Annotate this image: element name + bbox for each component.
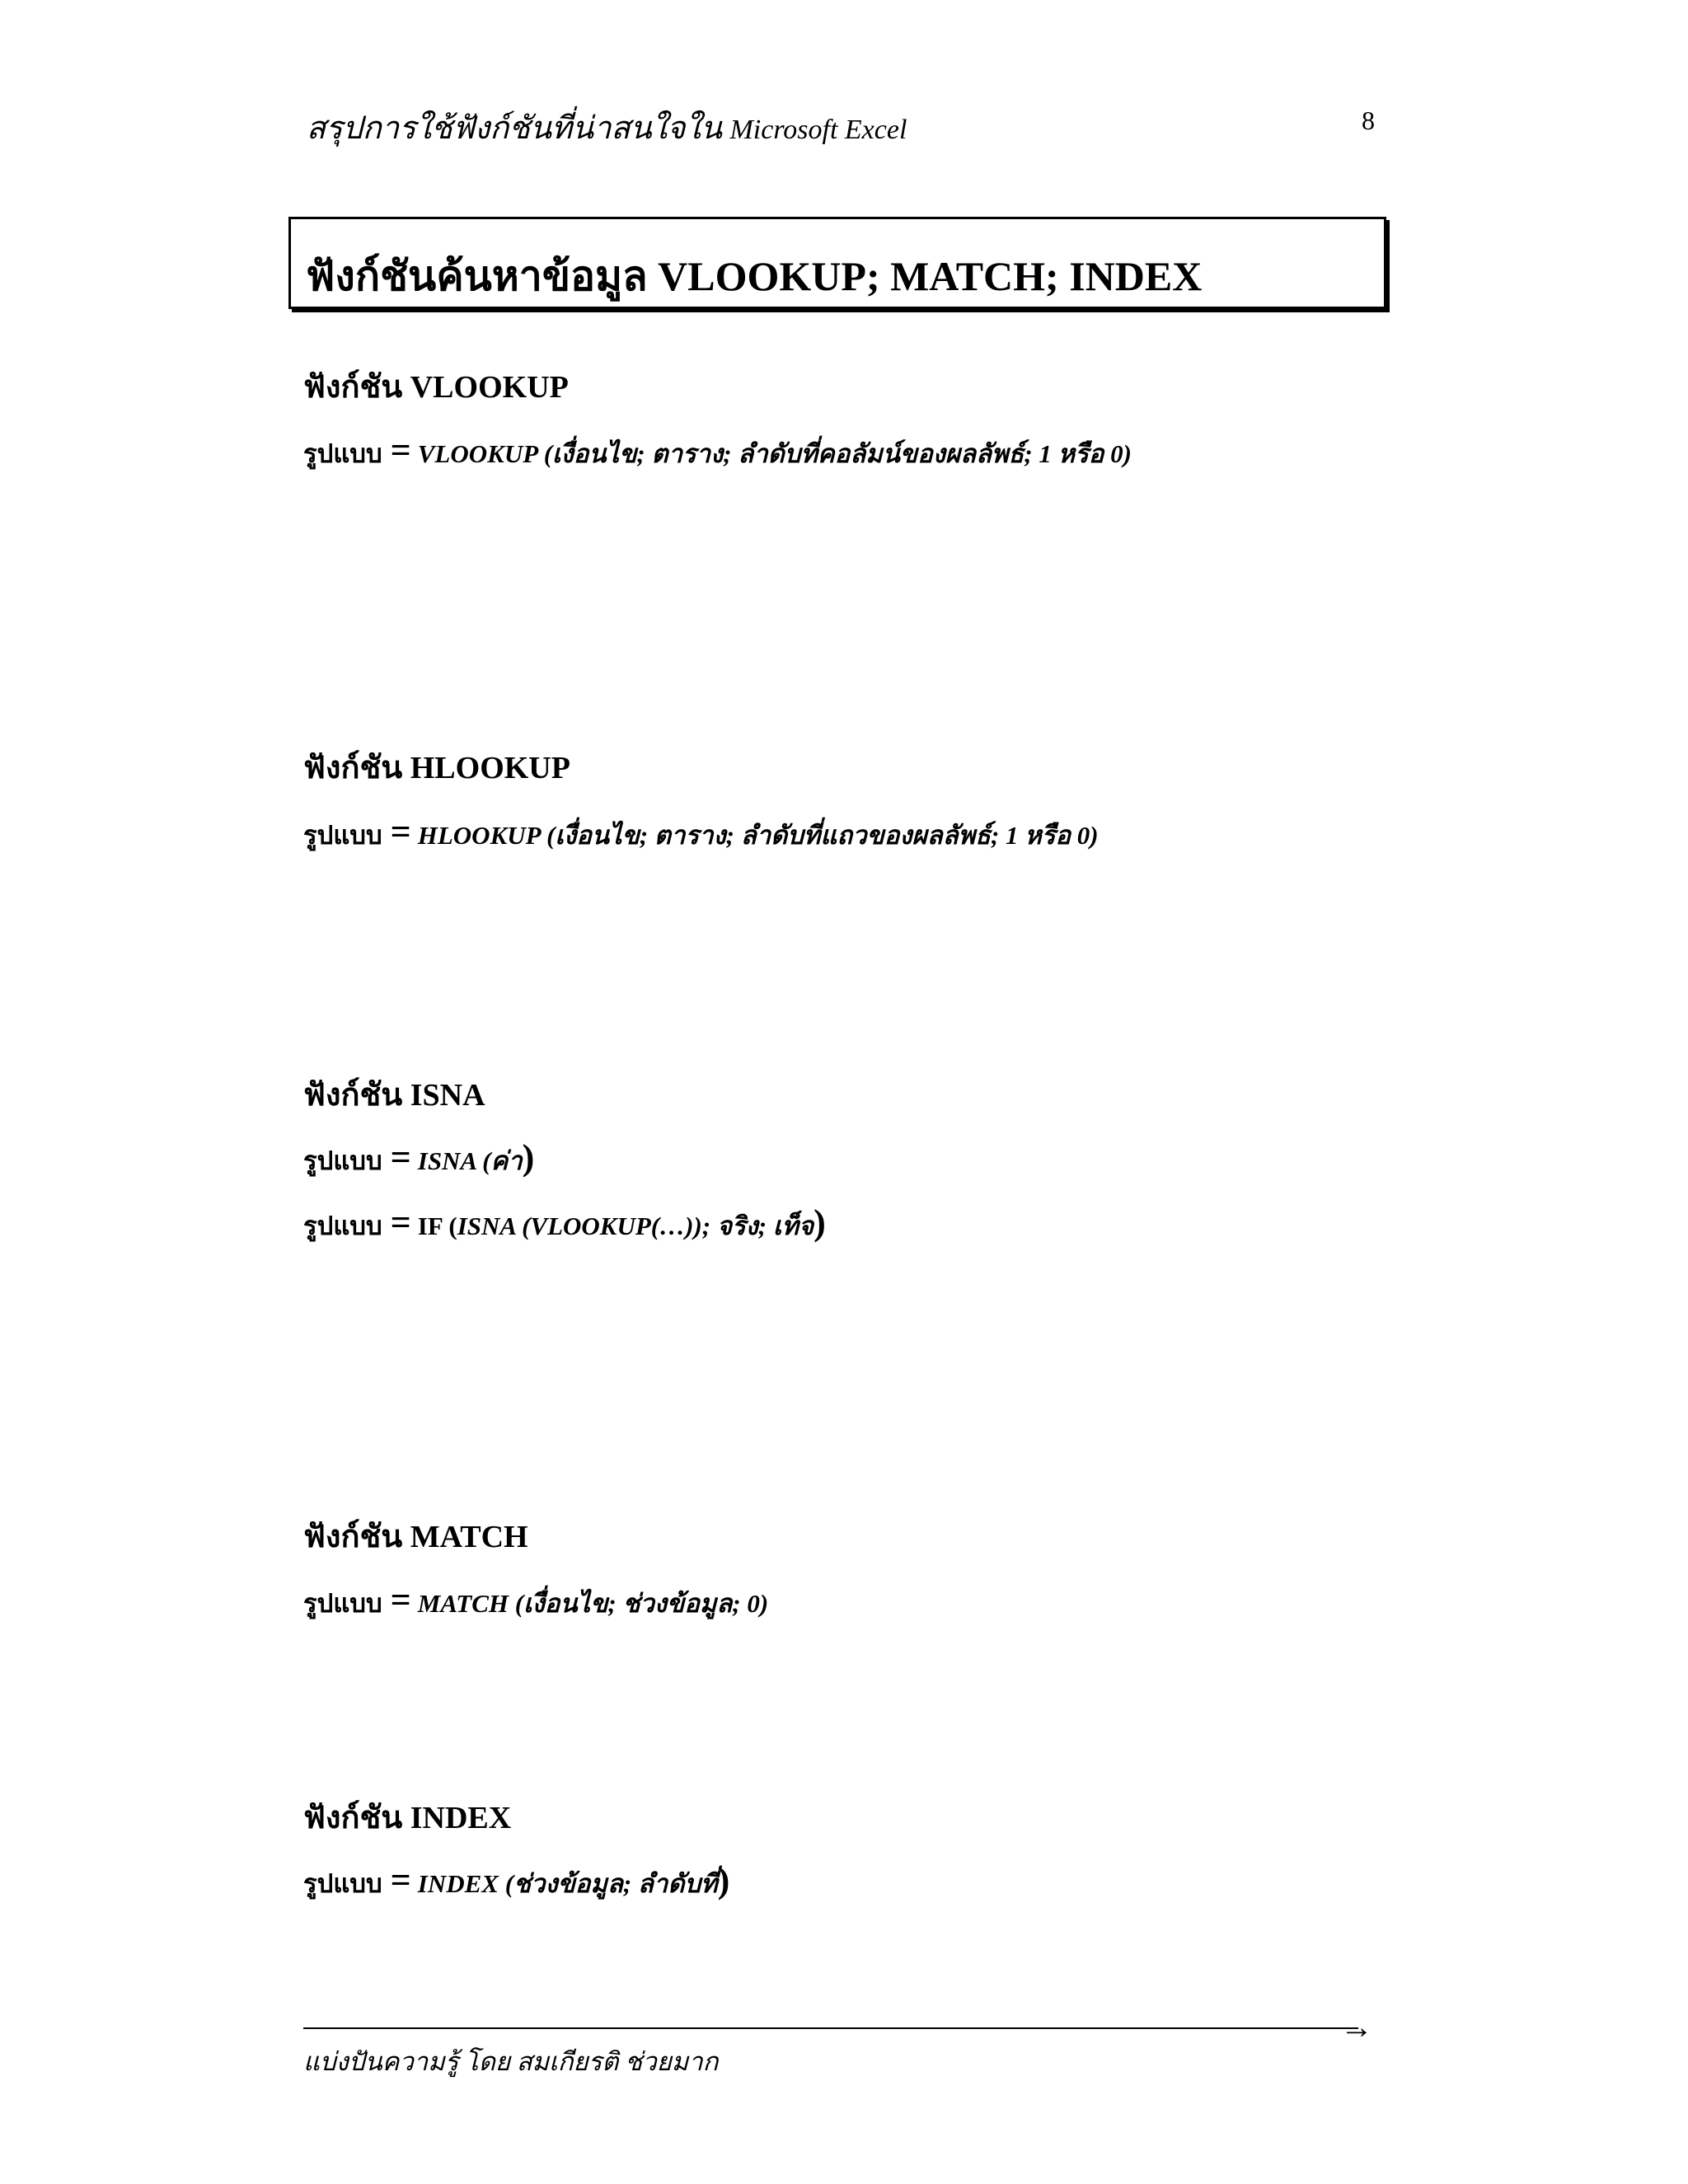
syntax-label: รูปแบบ [303, 1212, 382, 1240]
match-syntax [303, 1582, 768, 1624]
vlookup-syntax-expr: VLOOKUP (เงื่อนไข; ตาราง; ลำดับที่คอลัมน์ของผลลัพธ์; 1 หรือ 0) [417, 439, 1132, 468]
header-title-thai: สรุปการใช้ฟังก์ชันที่น่าสนใจใน [307, 111, 730, 146]
index-syntax [303, 1860, 730, 1904]
isna-syntax-1 [303, 1137, 535, 1181]
equals-sign: = [390, 430, 411, 471]
index-heading: ฟังก์ชัน INDEX [303, 1801, 512, 1835]
header-title-en: Microsoft Excel [729, 115, 907, 145]
syntax-label: รูปแบบ [303, 1146, 382, 1175]
main-title-box [288, 217, 1386, 309]
isna-syntax-expr: ISNA (ค่า [417, 1146, 523, 1175]
equals-sign: = [390, 1137, 411, 1178]
hlookup-heading: ฟังก์ชัน HLOOKUP [303, 751, 570, 785]
syntax-label: รูปแบบ [303, 1589, 382, 1618]
syntax-label: รูปแบบ [303, 439, 382, 468]
syntax-label: รูปแบบ [303, 1869, 382, 1898]
equals-sign: = [390, 812, 411, 852]
hlookup-syntax-expr: HLOOKUP (เงื่อนไข; ตาราง; ลำดับที่แถวของผลลัพธ์; 1 หรือ 0) [417, 821, 1099, 850]
arrow-right-icon: → [1340, 2008, 1373, 2046]
equals-sign: = [390, 1860, 411, 1900]
isna-heading: ฟังก์ชัน ISNA [303, 1078, 485, 1113]
syntax-label: รูปแบบ [303, 821, 382, 850]
vlookup-syntax [303, 430, 1132, 474]
isna-if-syntax-expr: ISNA (VLOOKUP(…)); จริง; เท็จ [457, 1212, 814, 1240]
close-paren: ) [717, 1860, 730, 1900]
if-prefix: IF ( [417, 1212, 457, 1240]
equals-sign: = [390, 1580, 411, 1620]
vlookup-heading: ฟังก์ชัน VLOOKUP [303, 370, 569, 405]
equals-sign: = [390, 1202, 411, 1243]
close-paren: ) [814, 1202, 826, 1243]
index-syntax-expr: INDEX (ช่วงข้อมูล; ลำดับที่ [417, 1869, 718, 1898]
close-paren: ) [522, 1137, 535, 1178]
match-syntax-expr: MATCH (เงื่อนไข; ช่วงข้อมูล; 0) [417, 1589, 769, 1618]
footer-divider [303, 2027, 1358, 2029]
page-number: 8 [1362, 105, 1375, 135]
footer-credit: แบ่งปันความรู้ โดย สมเกียรติ ช่วยมาก [303, 2047, 719, 2076]
isna-syntax-2 [303, 1202, 826, 1246]
hlookup-syntax [303, 814, 1099, 855]
page-header-title [307, 102, 907, 152]
match-heading: ฟังก์ชัน MATCH [303, 1520, 528, 1554]
main-title: ฟังก์ชันค้นหาข้อมูล VLOOKUP; MATCH; INDEX [306, 253, 1203, 299]
